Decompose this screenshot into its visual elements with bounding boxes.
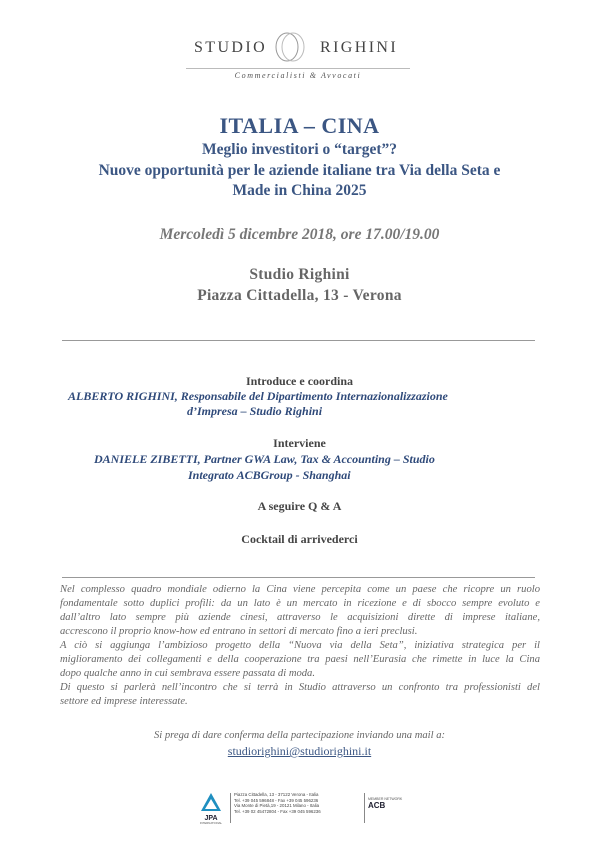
event-subtitle-line1: Meglio investitori o “target”? <box>202 141 397 158</box>
speaker1-line1: ALBERTO RIGHINI, Responsabile del Dipartimento Internazionalizzazione <box>68 389 448 403</box>
logo-subtitle: Commercialisti & Avvocati <box>234 71 362 80</box>
logo-divider <box>186 68 410 69</box>
description-line: dall’altro lato sempre più aziende cinesi, attraverso le acquisizioni dirette di imprese italiane, <box>60 612 540 623</box>
event-date: Mercoledì 5 dicembre 2018, ore 17.00/19.00 <box>159 226 440 243</box>
email-link[interactable]: studiorighini@studiorighini.it <box>227 744 372 758</box>
jpa-logo-text: JPA <box>204 815 218 822</box>
divider-top <box>62 340 535 341</box>
logo-word-righini: RIGHINI <box>320 39 399 56</box>
interv-label: Interviene <box>273 436 326 450</box>
logo-circles-icon <box>270 30 310 66</box>
description-line: fondamentale sotto duplici profili: da un lato è un mercato in ricezione e di sbocco sempre evoluto e <box>60 598 540 609</box>
venue-address: Piazza Cittadella, 13 - Verona <box>197 287 402 304</box>
jpa-logo-subtext: INTERNATIONAL <box>199 821 223 825</box>
description-line: settore ed imprese interessate. <box>60 696 188 707</box>
speaker2-line1: DANIELE ZIBETTI, Partner GWA Law, Tax & Accounting – Studio <box>94 452 435 466</box>
footer-address-line: Piazza Cittadella, 13 - 37122 Verona - Italia <box>234 792 319 797</box>
email-link-wrap <box>0 744 599 759</box>
footer-address-line: Tel. +39 045 596848 - Fax +39 045 596236 <box>234 797 319 803</box>
acb-logo: ACB <box>368 801 386 810</box>
footer-address <box>234 792 321 815</box>
intro-label: Introduce e coordina <box>245 374 354 388</box>
jpa-logo-icon <box>196 791 226 825</box>
footer-address-line: Via Monte di Pietà,19 - 20121 Milano - Italia <box>234 803 320 809</box>
cocktail-label: Cocktail di arrivederci <box>241 532 358 546</box>
description-line: miglioramento dei collegamenti e della cooperazione tra paesi nell’Eurasia che rimette in luce la Cina <box>60 654 540 665</box>
event-title: ITALIA – CINA <box>219 113 380 138</box>
event-subtitle-line3: Made in China 2025 <box>232 182 367 199</box>
logo-word-studio: STUDIO <box>194 39 268 56</box>
speaker2-line2: Integrato ACBGroup - Shanghai <box>188 468 351 482</box>
studio-righini-logo <box>186 30 410 84</box>
description-line: accrescono il proprio know-how ed entrano in settori di mercato fino a ieri preclusi. <box>60 626 418 637</box>
rsvp-text: Si prega di dare conferma della partecipazione inviando una mail a: <box>153 730 446 741</box>
speaker1-line2: d’Impresa – Studio Righini <box>187 404 323 418</box>
description-line: dopo qualche anno in cui sembrava essere passata di moda. <box>60 668 316 679</box>
footer-address-line: Tel. +39 02 45472804 - Fax +39 045 596236 <box>234 809 321 815</box>
description-line: Nel complesso quadro mondiale odierno la Cina viene percepita come un paese che ricopre un ruolo <box>60 584 540 595</box>
footer-divider <box>230 793 231 823</box>
footer-divider <box>364 793 365 823</box>
divider-bottom <box>62 577 535 578</box>
description-line: A ciò si aggiunga l’ambizioso progetto della “Nuova via della Seta”, iniziativa strategica per il <box>60 640 540 651</box>
acb-subtitle: MEMBER NETWORK <box>368 797 403 801</box>
footer <box>196 791 408 825</box>
venue-name: Studio Righini <box>249 266 350 283</box>
event-subtitle-line2: Nuove opportunità per le aziende italiane tra Via della Seta e <box>98 162 501 179</box>
description-paragraph <box>60 583 540 709</box>
qa-label: A seguire Q & A <box>257 499 342 513</box>
description-line: Di questo si parlerà nell’incontro che si terrà in Studio attraverso un confronto tra professionisti del <box>60 682 540 693</box>
